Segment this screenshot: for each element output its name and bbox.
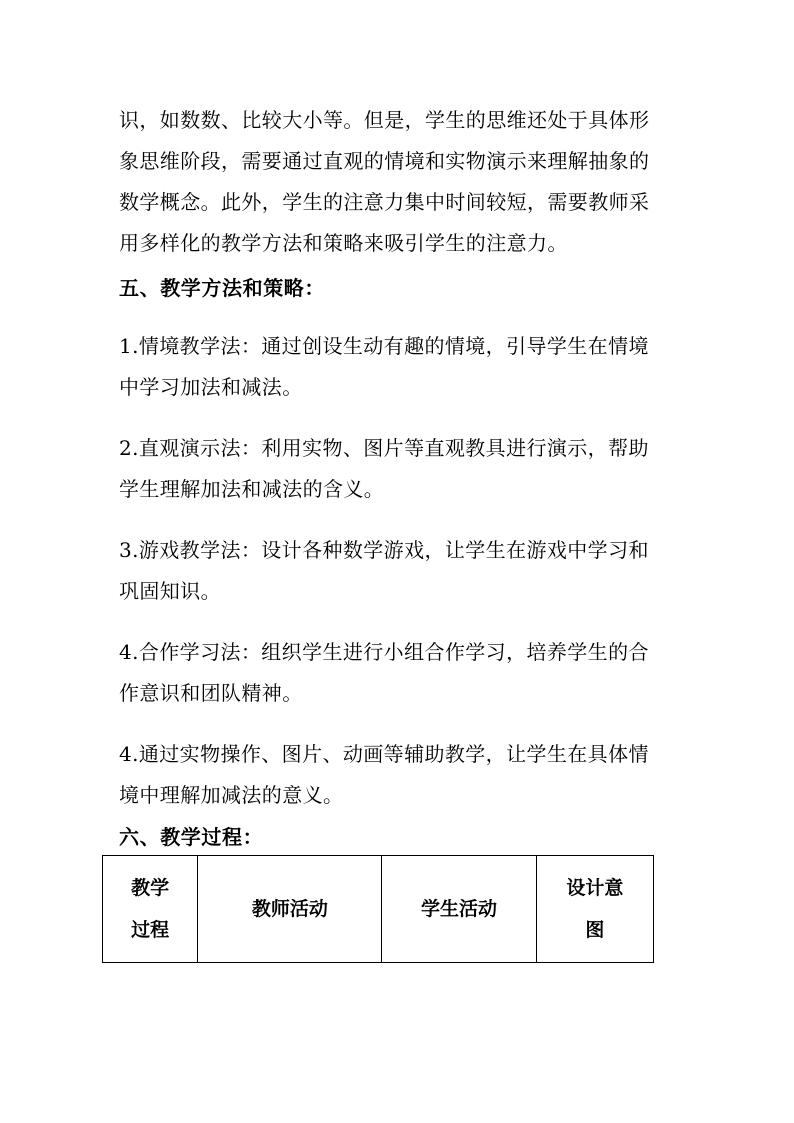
method-item-line: 3.游戏教学法：设计各种数学游戏，让学生在游戏中学习和 bbox=[119, 538, 649, 562]
paragraph-line: 数学概念。此外，学生的注意力集中时间较短，需要教师采 bbox=[119, 190, 650, 214]
method-item-line: 学生理解加法和减法的含义。 bbox=[119, 477, 385, 501]
method-item-line: 中学习加法和减法。 bbox=[119, 375, 303, 399]
paragraph-line: 象思维阶段，需要通过直观的情境和实物演示来理解抽象的 bbox=[119, 149, 650, 173]
method-item-line: 1.情境教学法：通过创设生动有趣的情境，引导学生在情境 bbox=[119, 334, 649, 358]
paragraph-line: 用多样化的教学方法和策略来吸引学生的注意力。 bbox=[119, 231, 568, 255]
method-item-line: 作意识和团队精神。 bbox=[119, 681, 303, 705]
method-item-line: 2.直观演示法：利用实物、图片等直观教具进行演示，帮助 bbox=[119, 436, 649, 460]
method-item-line: 4.通过实物操作、图片、动画等辅助教学，让学生在具体情 bbox=[119, 742, 649, 766]
section-heading-process: 六、教学过程： bbox=[119, 825, 264, 849]
table-header-cell: 学生活动 bbox=[382, 856, 536, 963]
method-item-line: 境中理解加减法的意义。 bbox=[119, 783, 344, 807]
teaching-process-table bbox=[102, 855, 654, 963]
table-header-cell: 教师活动 bbox=[198, 856, 382, 963]
section-heading-methods: 五、教学方法和策略： bbox=[119, 276, 325, 300]
table-header-cell: 设计意图 bbox=[536, 856, 653, 963]
method-item-line: 4.合作学习法：组织学生进行小组合作学习，培养学生的合 bbox=[119, 640, 649, 664]
table-header-row bbox=[103, 856, 654, 963]
table-header-cell: 教学过程 bbox=[103, 856, 198, 963]
paragraph-line: 识，如数数、比较大小等。但是，学生的思维还处于具体形 bbox=[119, 108, 650, 132]
method-item-line: 巩固知识。 bbox=[119, 579, 221, 603]
